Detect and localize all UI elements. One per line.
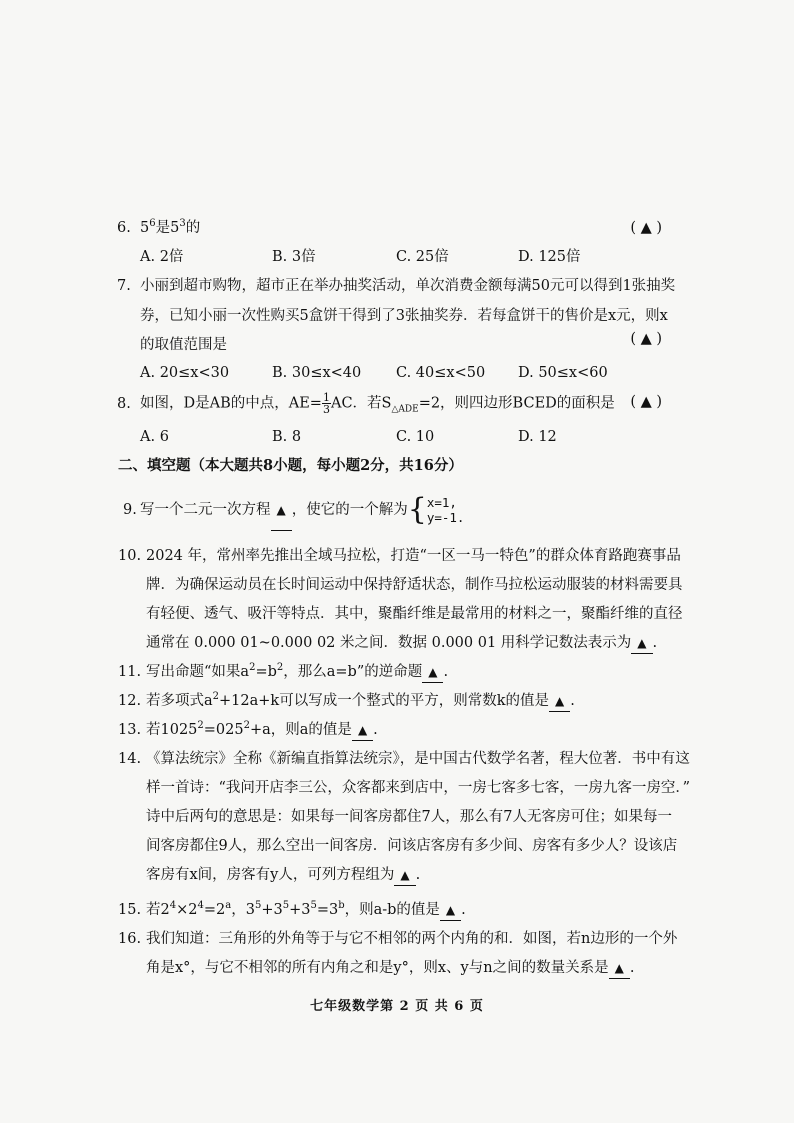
q15-answer-blank: ▲ — [440, 900, 461, 921]
q8-option-d: D. 12 — [518, 429, 557, 445]
page-footer: 七年级数学第 2 页 共 6 页 — [310, 999, 484, 1014]
q13-text-c: +a，则a的值是 — [249, 722, 352, 738]
q15-t-g: =3 — [316, 902, 339, 918]
q13-number: 13. — [118, 722, 142, 738]
q15-t-h: ，则a-b的值是 — [344, 902, 440, 918]
q7-answer-paren: ( ▲ ) — [630, 331, 662, 347]
q6-exp-b: 3 — [179, 218, 186, 230]
q9-sys-line1: x=1, — [426, 495, 457, 510]
q16-line2-text: 角是x°，与它不相邻的所有内角之和是y°，则x、y与n之间的数量关系是 — [146, 960, 609, 976]
q7-line1: 小丽到超市购物，超市正在举办抽奖活动，单次消费金额每满50元可以得到1张抽奖 — [140, 278, 676, 294]
q12-answer-blank: ▲ — [549, 691, 570, 712]
q16-line1: 我们知道：三角形的外角等于与它不相邻的两个内角的和．如图，若n边形的一个外 — [146, 931, 678, 947]
q9-brace: { — [407, 492, 427, 527]
q10-answer-blank: ▲ — [631, 633, 652, 654]
q11-number: 11. — [118, 664, 142, 680]
q15-s4: 5 — [254, 900, 262, 912]
q15-t-e: +3 — [261, 902, 283, 918]
q10-number: 10. — [118, 548, 142, 564]
q14-number: 14. — [118, 751, 142, 767]
q15-t-a: 若2 — [146, 902, 170, 918]
q8-option-c: C. 10 — [396, 429, 435, 445]
q8-stem — [140, 392, 615, 419]
q6-option-d: D. 125倍 — [518, 249, 581, 265]
q6-exp-a: 6 — [149, 218, 156, 230]
q9-sys-line2: y=-1. — [426, 510, 465, 525]
q15-t-c: =2 — [203, 902, 226, 918]
q6-option-a: A. 2倍 — [140, 249, 184, 265]
q12-text-b: +12a+k可以写成一个整式的平方，则常数k的值是 — [219, 693, 549, 709]
q13-sup-b: 2 — [243, 720, 250, 732]
q12-number: 12. — [118, 693, 142, 709]
q10-line4-text: 通常在 0.000 01~0.000 02 米之间．数据 0.000 01 用科学记数法表示为 — [146, 635, 632, 651]
q14-line1: 《算法统宗》全称《新编直指算法统宗》，是中国古代数学名著，程大位著．书中有这 — [146, 751, 690, 767]
q8-answer-paren: ( ▲ ) — [630, 394, 662, 410]
q12-end: . — [570, 693, 575, 709]
q15-end: . — [461, 902, 466, 918]
q16-answer-blank: ▲ — [609, 958, 630, 979]
q6-option-c: C. 25倍 — [396, 249, 449, 265]
q7-option-a: A. 20≤x<30 — [140, 365, 230, 381]
q10-line4-end: . — [652, 635, 658, 651]
q15-s1: 4 — [169, 900, 177, 912]
q7-option-d: D. 50≤x<60 — [518, 365, 608, 381]
q9-stem — [140, 490, 464, 531]
q15-t-f: +3 — [289, 902, 311, 918]
q6-mid: 是5 — [155, 220, 180, 236]
q15-s6: 5 — [310, 900, 317, 912]
q8-frac-num: 1 — [322, 391, 330, 404]
q14-answer-blank: ▲ — [394, 865, 415, 886]
q7-line3: 的取值范围是 — [140, 337, 227, 353]
q9-text-b: ，使它的一个解为 — [291, 502, 408, 518]
q13-sup-a: 2 — [197, 720, 204, 732]
q6-stem — [140, 218, 200, 238]
q8-option-b: B. 8 — [272, 429, 302, 445]
q9-answer-blank: ▲ — [271, 490, 292, 531]
q11-text-a: 写出命题“如果a — [146, 664, 250, 680]
q15-t-b: ×2 — [176, 902, 198, 918]
q15-s2: 4 — [197, 900, 204, 912]
q15-s5: 5 — [282, 900, 290, 912]
q13-text-a: 若1025 — [146, 722, 198, 738]
q9-text-a: 写一个二元一次方程 — [140, 502, 271, 518]
q10-line3: 有轻便、透气、吸汗等特点．其中，聚酯纤维是最常用的材料之一，聚酯纤维的直径 — [146, 606, 683, 622]
q6-base: 5 — [140, 220, 150, 236]
q14-line2: 样一首诗：“我问开店李三公，众客都来到店中，一房七客多七客，一房九客一房空．” — [146, 780, 691, 796]
q15-s7: b — [338, 900, 345, 912]
q13-stem — [146, 720, 378, 741]
q14-line3: 诗中后两句的意思是：如果每一间客房都住7人，那么有7人无客房可住；如果每一 — [146, 809, 672, 825]
q6-number: 6. — [117, 220, 131, 236]
q11-text-c: ，那么a=b”的逆命题 — [283, 664, 423, 680]
q7-line2: 券，已知小丽一次性购买5盒饼干得到了3张抽奖券．若每盒饼干的售价是x元，则x — [140, 308, 668, 324]
q11-text-b: =b — [255, 664, 277, 680]
q15-t-d: ，3 — [231, 902, 255, 918]
q9-number: 9. — [123, 502, 137, 518]
q15-s3: a — [225, 900, 232, 912]
q13-answer-blank: ▲ — [352, 720, 373, 741]
q10-line2: 牌．为确保运动员在长时间运动中保持舒适状态，制作马拉松运动服装的材料需要具 — [146, 577, 683, 593]
q14-line5-end: . — [415, 867, 421, 883]
q8-fraction — [322, 392, 331, 415]
q15-stem — [146, 900, 466, 921]
q8-text-a: 如图，D是AB的中点，AE= — [140, 395, 322, 412]
q12-text-a: 若多项式a — [146, 693, 213, 709]
q7-option-c: C. 40≤x<50 — [396, 365, 486, 381]
q16-line2 — [146, 958, 634, 979]
q10-line4 — [146, 633, 657, 654]
q7-option-b: B. 30≤x<40 — [272, 365, 362, 381]
q6-end: 的 — [185, 220, 201, 236]
section-2-title: 二、填空题（本大题共8小题，每小题2分，共16分） — [118, 457, 463, 474]
q8-text-c: =2，则四边形BCED的面积是 — [418, 395, 615, 412]
q6-answer-paren: ( ▲ ) — [630, 220, 662, 236]
q16-line2-end: . — [629, 960, 635, 976]
q14-line5-text: 客房有x间，房客有y人，可列方程组为 — [146, 867, 395, 883]
q11-end: . — [443, 664, 449, 680]
q13-end: . — [373, 722, 378, 738]
q11-sup-a: 2 — [249, 662, 256, 674]
q7-number: 7. — [117, 278, 131, 294]
q11-sup-b: 2 — [276, 662, 284, 674]
q6-option-b: B. 3倍 — [272, 249, 316, 265]
q8-number: 8. — [117, 396, 131, 412]
q8-frac-den: 3 — [322, 403, 330, 416]
q8-text-b: AC．若S — [330, 395, 392, 412]
q14-line5 — [146, 865, 420, 886]
q12-stem — [146, 691, 575, 712]
q11-answer-blank: ▲ — [422, 662, 443, 683]
q8-option-a: A. 6 — [140, 429, 169, 445]
q16-number: 16. — [118, 931, 142, 947]
q15-number: 15. — [118, 902, 142, 918]
q14-line4: 间客房都住9人，那么空出一间客房．问该店客房有多少间、房客有多少人？设该店 — [146, 838, 678, 854]
q10-line1: 2024 年，常州率先推出全域马拉松，打造“一区一马一特色”的群众体育路跑赛事品 — [146, 548, 681, 564]
q13-text-b: =025 — [203, 722, 244, 738]
q8-subscript: △ADE — [391, 404, 419, 415]
q12-sup: 2 — [212, 691, 220, 703]
q9-solution-system — [427, 495, 465, 525]
q11-stem — [146, 662, 448, 683]
